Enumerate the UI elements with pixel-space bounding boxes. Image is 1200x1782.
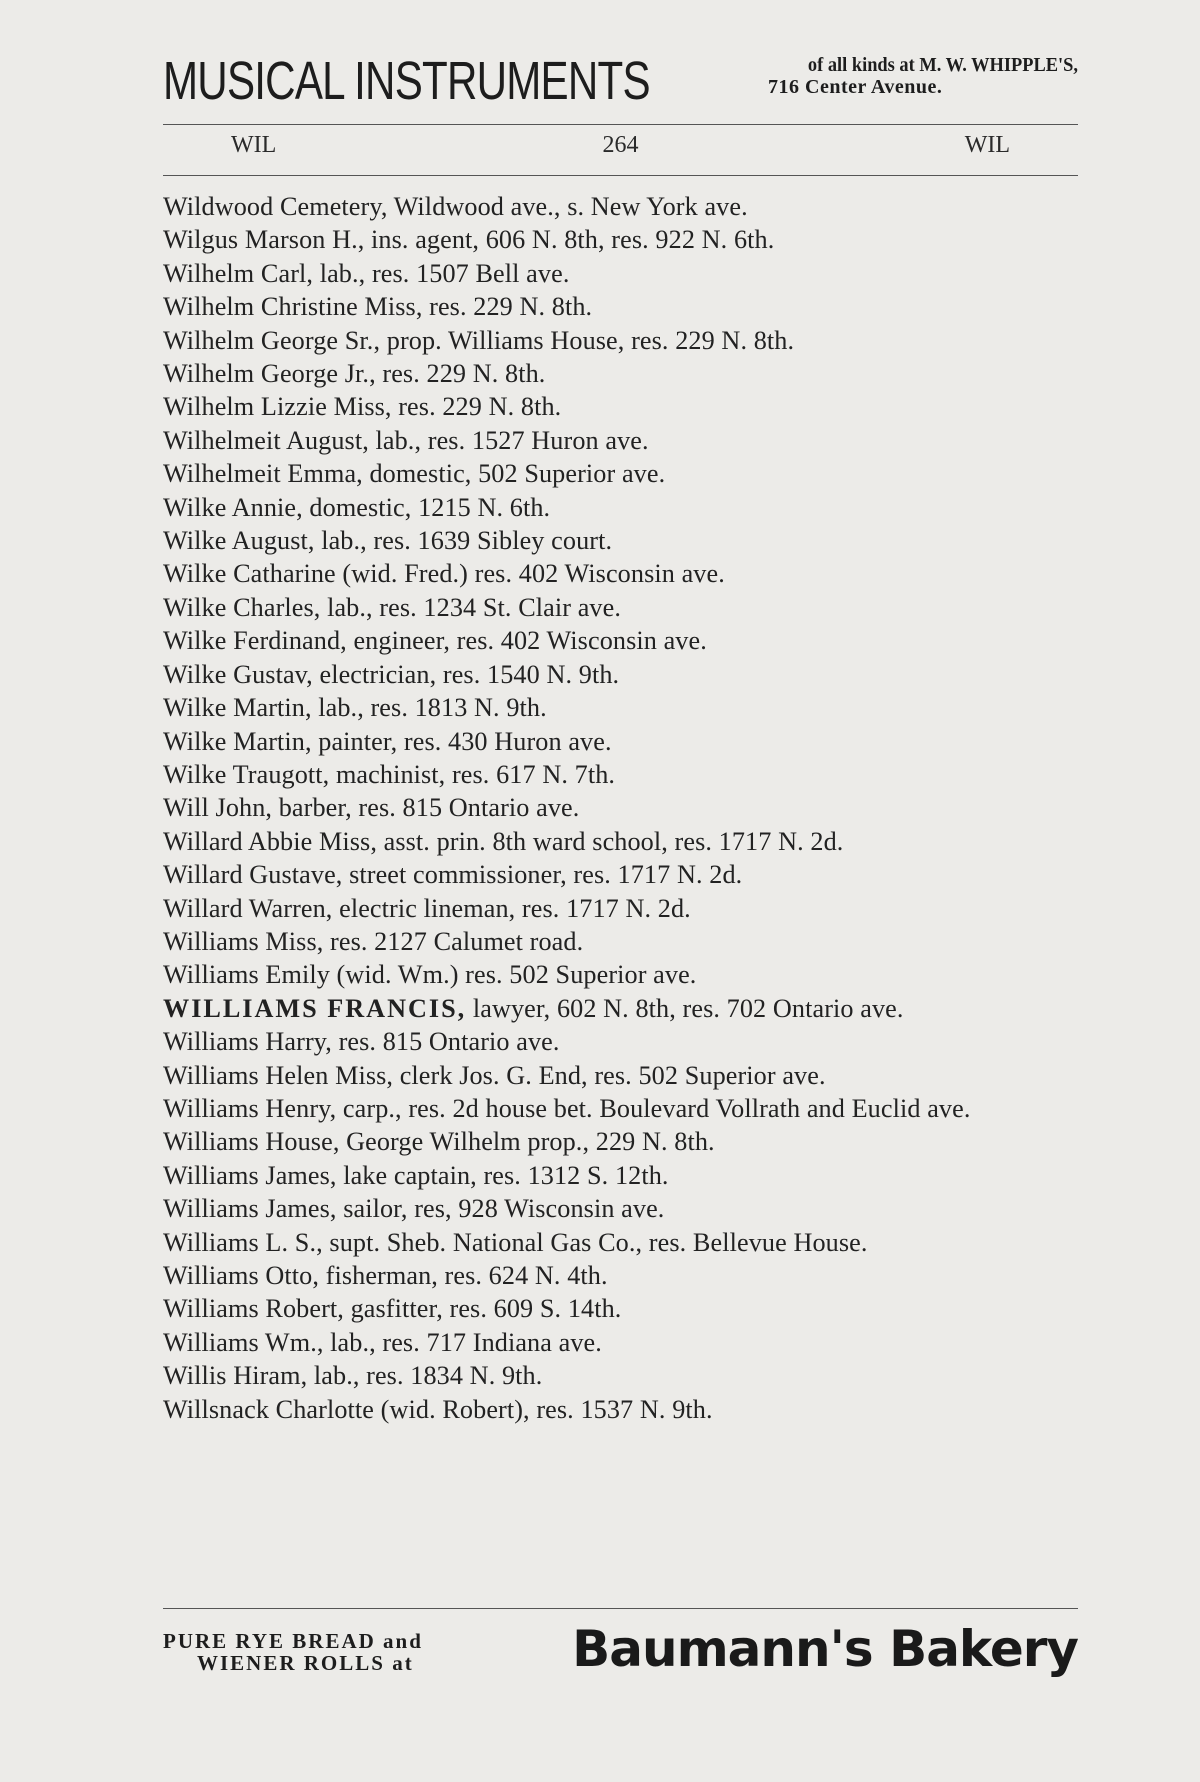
entry-text: Williams House, George Wilhelm prop., 229 N. 8th. <box>163 1127 715 1157</box>
entry-text: Wilgus Marson H., ins. agent, 606 N. 8th, res. 922 N. 6th. <box>163 225 775 255</box>
entry-text: Wilke Gustav, electrician, res. 1540 N. 9th. <box>163 659 620 689</box>
directory-entry <box>163 1393 1078 1426</box>
entry-text: Willard Gustave, street commissioner, res. 1717 N. 2d. <box>163 860 743 890</box>
directory-entry <box>163 892 1078 925</box>
directory-page <box>163 40 1078 1760</box>
directory-entry <box>163 1292 1078 1325</box>
directory-entry <box>163 1092 1078 1125</box>
directory-entry <box>163 324 1078 357</box>
running-head-rule <box>163 175 1078 176</box>
directory-entry <box>163 1259 1078 1292</box>
directory-entry <box>163 691 1078 724</box>
directory-entry <box>163 791 1078 824</box>
entry-text: Wilhelm Lizzie Miss, res. 229 N. 8th. <box>163 392 562 422</box>
entry-text: Wildwood Cemetery, Wildwood ave., s. New York ave. <box>163 192 748 221</box>
directory-entry <box>163 1125 1078 1158</box>
directory-entry <box>163 1159 1078 1192</box>
directory-entry <box>163 1025 1078 1058</box>
directory-entry <box>163 858 1078 891</box>
entry-text: Wilhelm George Sr., prop. Williams House, res. 229 N. 8th. <box>163 325 795 355</box>
entry-text: Williams Otto, fisherman, res. 624 N. 4th. <box>163 1261 608 1290</box>
header-ad-details <box>628 54 1078 98</box>
header-ad-rule <box>163 124 1078 125</box>
directory-entry <box>163 223 1078 256</box>
directory-entry <box>163 591 1078 624</box>
directory-entry <box>163 992 1078 1025</box>
entry-text: Wilhelm Carl, lab., res. 1507 Bell ave. <box>163 258 570 288</box>
entry-text: Wilke August, lab., res. 1639 Sibley court. <box>163 526 613 556</box>
directory-entry <box>163 257 1078 290</box>
directory-entry <box>163 758 1078 791</box>
entry-text: Williams Wm., lab., res. 717 Indiana ave. <box>163 1327 602 1357</box>
entry-text: Willsnack Charlotte (wid. Robert), res. 1537 N. 9th. <box>163 1394 713 1424</box>
directory-entry <box>163 491 1078 524</box>
directory-entries <box>163 190 1078 1426</box>
footer-ad-rule <box>163 1608 1078 1609</box>
entry-text: Wilhelm Christine Miss, res. 229 N. 8th. <box>163 292 593 322</box>
directory-entry <box>163 725 1078 758</box>
header-ad-line2: 716 Center Avenue. <box>768 76 943 98</box>
directory-entry <box>163 925 1078 958</box>
entry-text: Willard Abbie Miss, asst. prin. 8th ward school, res. 1717 N. 2d. <box>163 826 844 856</box>
entry-text: Willis Hiram, lab., res. 1834 N. 9th. <box>163 1361 543 1391</box>
footer-ad-line1: PURE RYE BREAD and <box>163 1629 423 1653</box>
footer-ad-line2: WIENER ROLLS at <box>197 1651 414 1675</box>
footer-advertisement <box>163 1618 1078 1698</box>
entry-text: Wilke Ferdinand, engineer, res. 402 Wisconsin ave. <box>163 626 707 656</box>
entry-text: Williams James, sailor, res, 928 Wisconsin ave. <box>163 1194 665 1224</box>
entry-text: Willard Warren, electric lineman, res. 1717 N. 2d. <box>163 893 691 923</box>
entry-text: Wilke Catharine (wid. Fred.) res. 402 Wisconsin ave. <box>163 559 725 589</box>
footer-ad-text <box>163 1630 423 1674</box>
directory-entry <box>163 357 1078 390</box>
entry-text: Wilke Traugott, machinist, res. 617 N. 7th. <box>163 759 616 789</box>
entry-text: Williams L. S., supt. Sheb. National Gas Co., res. Bellevue House. <box>163 1227 868 1257</box>
entry-text: Wilhelm George Jr., res. 229 N. 8th. <box>163 359 546 389</box>
entry-text: Wilhelmeit Emma, domestic, 502 Superior ave. <box>163 459 666 489</box>
entry-text: Wilke Annie, domestic, 1215 N. 6th. <box>163 492 551 522</box>
header-advertisement <box>163 48 1078 120</box>
directory-entry <box>163 1359 1078 1392</box>
entry-text: Wilke Martin, painter, res. 430 Huron ave. <box>163 726 612 756</box>
entry-text: Williams Miss, res. 2127 Calumet road. <box>163 926 584 956</box>
directory-entry <box>163 390 1078 423</box>
directory-entry <box>163 1326 1078 1359</box>
directory-entry <box>163 457 1078 490</box>
running-head-right: WIL <box>964 132 1010 158</box>
directory-entry <box>163 190 1078 223</box>
entry-text: Williams James, lake captain, res. 1312 S. 12th. <box>163 1160 669 1190</box>
directory-entry <box>163 958 1078 991</box>
page-number: 264 <box>602 132 639 158</box>
running-head-left: WIL <box>231 132 277 158</box>
footer-ad-brand: Baumann's Bakery <box>572 1620 1078 1678</box>
directory-entry <box>163 1226 1078 1259</box>
entry-text: Williams Helen Miss, clerk Jos. G. End, res. 502 Superior ave. <box>163 1060 826 1090</box>
directory-entry <box>163 624 1078 657</box>
entry-text: Wilke Charles, lab., res. 1234 St. Clair ave. <box>163 592 621 622</box>
directory-entry <box>163 290 1078 323</box>
entry-text: Williams Robert, gasfitter, res. 609 S. 14th. <box>163 1294 622 1324</box>
directory-entry <box>163 825 1078 858</box>
directory-entry <box>163 557 1078 590</box>
entry-text: lawyer, 602 N. 8th, res. 702 Ontario ave. <box>466 993 904 1023</box>
entry-text: Wilhelmeit August, lab., res. 1527 Huron ave. <box>163 425 649 455</box>
entry-name-bold: WILLIAMS FRANCIS, <box>163 993 467 1023</box>
header-ad-line1: of all kinds at M. W. WHIPPLE'S, <box>807 54 1078 76</box>
entry-text: Wilke Martin, lab., res. 1813 N. 9th. <box>163 693 547 723</box>
directory-entry <box>163 424 1078 457</box>
entry-text: Will John, barber, res. 815 Ontario ave. <box>163 793 580 823</box>
entry-text: Williams Harry, res. 815 Ontario ave. <box>163 1027 560 1057</box>
directory-entry <box>163 524 1078 557</box>
directory-entry <box>163 1192 1078 1225</box>
entry-text: Williams Emily (wid. Wm.) res. 502 Superior ave. <box>163 960 697 990</box>
entry-text: Williams Henry, carp., res. 2d house bet. Boulevard Vollrath and Euclid ave. <box>163 1093 971 1123</box>
running-head <box>163 132 1078 168</box>
directory-entry <box>163 658 1078 691</box>
header-ad-headline: MUSICAL INSTRUMENTS <box>163 51 650 111</box>
directory-entry <box>163 1059 1078 1092</box>
